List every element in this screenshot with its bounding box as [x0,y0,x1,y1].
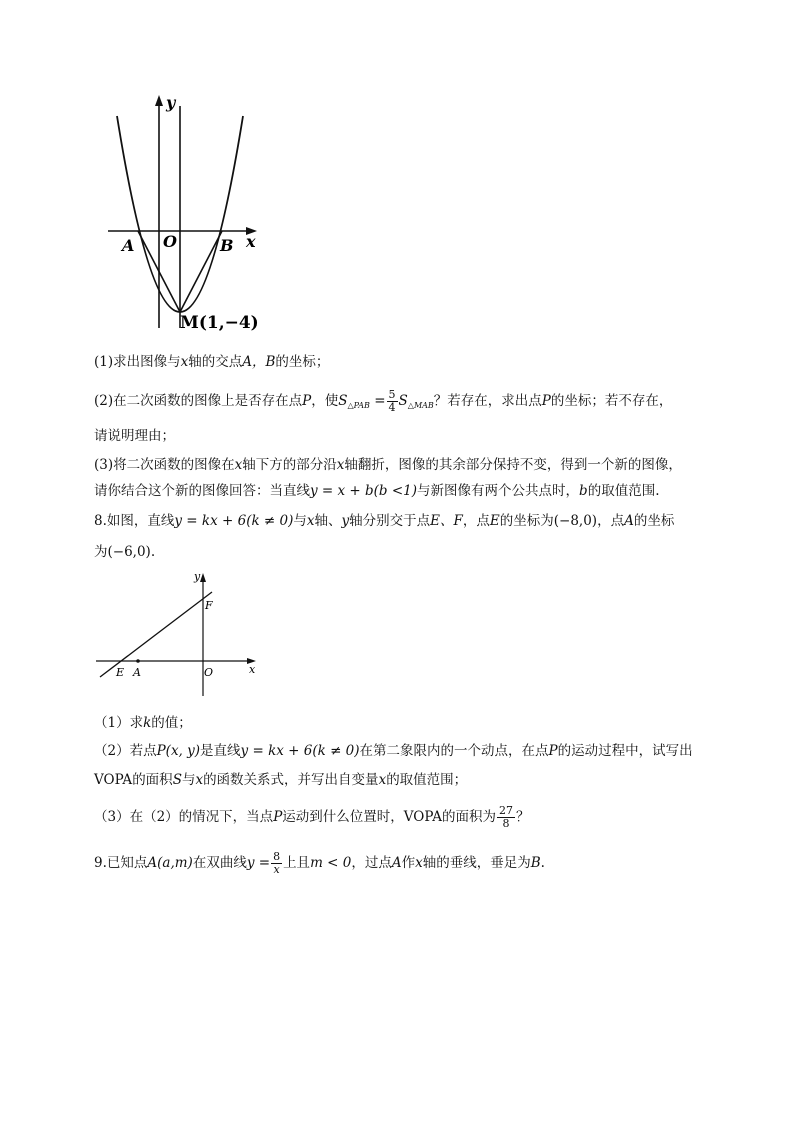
point-a-label: A [122,236,135,255]
segment-bm [180,231,222,312]
s3-fraction: $\frac{27}{8}$ [498,804,513,830]
q3-line2: 请你结合这个新的图像回答：当直线y = x + b(b <1)与新图像有两个公共点时，b的取值范围. [94,483,660,499]
s2-line1: （2）若点P(x, y)是直线y = kx + 6(k ≠ 0)在第二象限内的一个动点，在点P的运动过程中，试写出 [94,743,693,759]
q8-line2: 为(−6,0). [94,544,156,560]
q2-line2: 请说明理由； [94,428,175,444]
y-axis-label: y [194,570,201,583]
parabola-figure [100,92,270,342]
q2-line: (2)在二次函数的图像上是否存在点P，使$S_{\triangle PAB}$ = $\frac{5}{4}$ $S_{\triangle MAB}$？若存在，求出点P的坐标；若不存在， [94,388,673,414]
y-axis-label: y [166,93,176,112]
origin-label: O [163,232,177,251]
point-b-label: B [220,236,234,255]
q3-line1: (3)将二次函数的图像在x轴下方的部分沿x轴翻折，图像的其余部分保持不变，得到一个新的图像， [94,457,682,473]
point-a-label: A [133,666,141,679]
origin-label: O [204,666,214,679]
x-axis-label: x [246,232,256,251]
s1-line: （1）求k的值； [94,715,192,731]
q8-line1: 8.如图，直线y = kx + 6(k ≠ 0)与x轴、y轴分别交于点E、F，点E的坐标为(−8,0)，点A的坐标 [94,513,675,529]
x-axis-label: x [249,663,256,676]
q2-fraction: $\frac{5}{4}$ [388,388,396,414]
q1-line: (1)求出图像与x轴的交点A，B的坐标； [94,354,330,370]
vertex-label: M(1,−4) [180,313,259,333]
q9-fraction: $\frac{8}{x}$ [273,850,281,876]
s2-line2: VOPA的面积S与x的函数关系式，并写出自变量x的取值范围； [94,772,468,788]
point-f-label: F [205,599,213,612]
q9-line: 9.已知点A(a,m)在双曲线y = $\frac{8}{x}$ 上且m < 0，过点A作x轴的垂线，垂足为B. [94,850,545,876]
point-e-label: E [116,666,125,679]
y-axis-arrow [155,95,163,106]
point-a-dot [136,659,140,663]
s3-line: （3）在（2）的情况下，当点P运动到什么位置时，VOPA的面积为 $\frac{27}{8}$ ？ [94,804,530,830]
y-axis-arrow [200,573,206,582]
line-ef [100,592,212,677]
line-figure [92,566,267,701]
